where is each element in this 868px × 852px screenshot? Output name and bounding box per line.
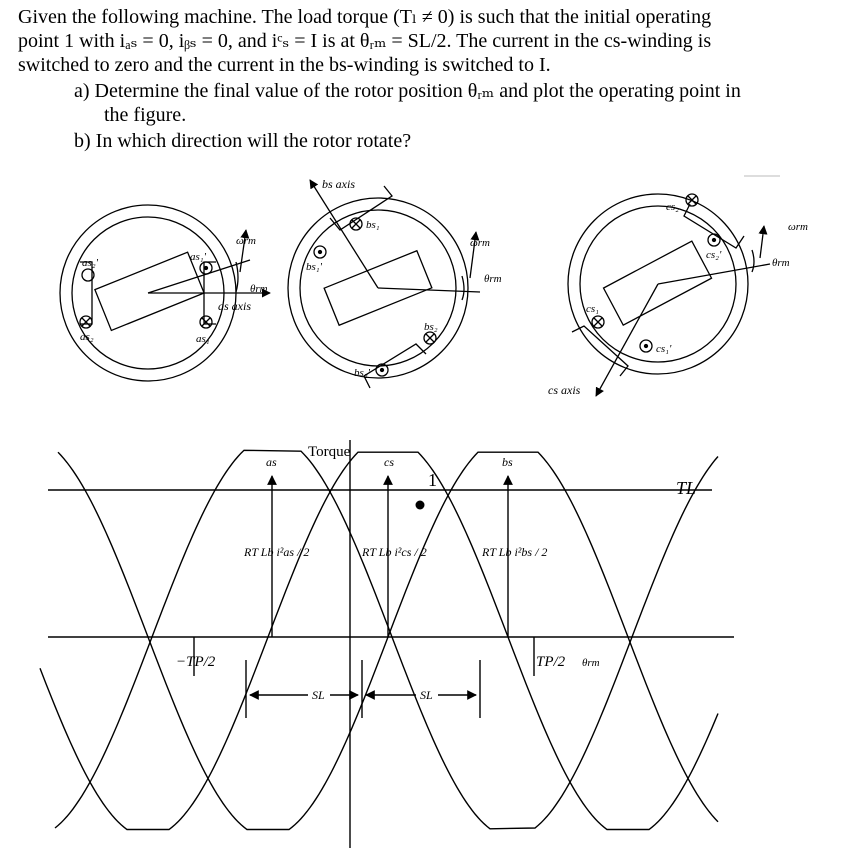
omega-label: ωrm (788, 221, 808, 233)
slot-label: cs₁' (656, 343, 672, 355)
tp-left-label: −TP/2 (176, 654, 216, 670)
slot-label: as₂' (82, 257, 98, 269)
torque-label: Torque (308, 444, 351, 460)
as-axis-label: as axis (218, 299, 251, 313)
amplitude-label-cs: RT Lb i²cs / 2 (362, 545, 427, 559)
theta-label: θrm (772, 257, 790, 269)
slot-label: cs₁ (586, 303, 599, 315)
question-b: b) In which direction will the rotor rotate? (74, 130, 412, 152)
theta-axis-label: θrm (582, 657, 600, 669)
cs-axis-label: cs axis (548, 383, 581, 397)
curve-label-bs: bs (502, 455, 513, 469)
operating-point-1 (416, 501, 425, 510)
amplitude-label-as: RT Lb i²as / 2 (244, 545, 310, 559)
question-a-line-1: a) Determine the final value of the rotor position θᵣₘ and plot the operating point in (74, 80, 741, 102)
machine-cs (568, 194, 770, 396)
problem-line-1: Given the following machine. The load torque (Tₗ ≠ 0) is such that the initial operating (18, 6, 712, 28)
curve-cs (40, 452, 718, 829)
torque-plot (40, 440, 734, 848)
curve-label-cs: cs (384, 455, 394, 469)
bs-axis-label: bs axis (322, 177, 355, 191)
omega-label: ωrm (470, 237, 490, 249)
slot-label: bs₂' (354, 367, 370, 379)
curve-label-as: as (266, 455, 277, 469)
operating-point-label: 1 (428, 470, 437, 490)
slot-label: bs₁ (366, 219, 380, 231)
problem-line-3: switched to zero and the current in the bs-winding is switched to I. (18, 54, 551, 76)
slot-label: as₁ (196, 333, 210, 345)
tp-right-label: TP/2 (536, 654, 566, 670)
slot-label: as₁' (190, 251, 206, 263)
load-torque-label: TL (676, 478, 697, 498)
slot-label: bs₂ (424, 321, 438, 333)
question-a-line-2: the figure. (104, 104, 187, 126)
slot-label: bs₁' (306, 261, 322, 273)
slot-label: as₂ (80, 331, 94, 343)
omega-label: ωrm (236, 235, 256, 247)
problem-line-2: point 1 with iₐₛ = 0, iᵦₛ = 0, and iᶜₛ = I is at θᵣₘ = SL/2. The current in the cs-winding is (18, 30, 712, 52)
machine-as (60, 205, 270, 381)
sl-label-1: SL (312, 688, 325, 702)
theta-label: θrm (484, 273, 502, 285)
machine-bs (288, 180, 480, 388)
slot-label: cs₂' (706, 249, 722, 261)
theta-label: θrm (250, 283, 268, 295)
slot-label: cs₂ (666, 201, 679, 213)
sl-label-2: SL (420, 688, 433, 702)
amplitude-label-bs: RT Lb i²bs / 2 (482, 545, 548, 559)
